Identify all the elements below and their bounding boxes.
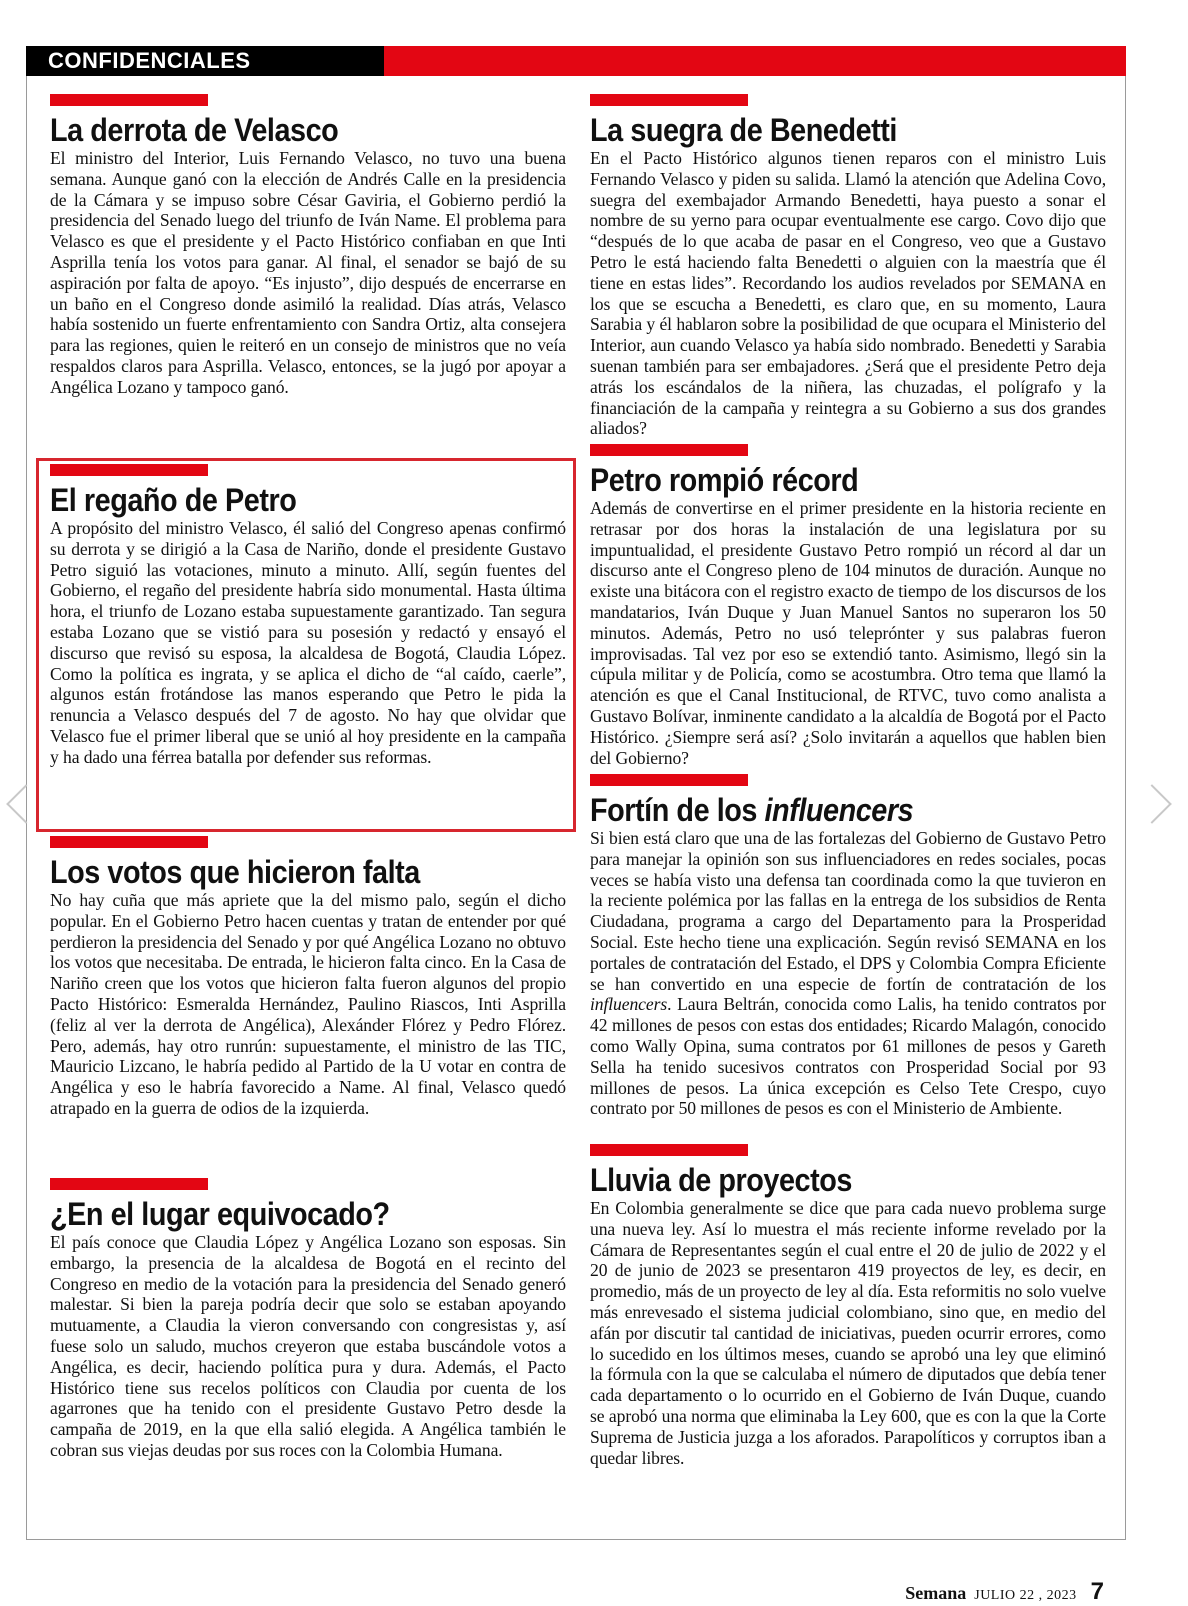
body-part-b: . Laura Beltrán, conocida como Lalis, ha tenido contratos por 42 millones de pesos con estas dos entidades; Ricardo Malagón, conocido como Wally Opina, suma contratos por 61 millones de pesos y Gareth Sella ha tenido sucesivos contratos con Prosperidad Social por 93 millones de pesos. La única excepción es Celso Tete Crespo, cuyo contrato por 50 millones de pesos es con el Ministerio de Ambiente.: [590, 994, 1106, 1119]
section-red-band: [384, 46, 1126, 76]
article-title: La suegra de Benedetti: [590, 112, 897, 148]
title-prefix: Fortín de los: [590, 792, 765, 828]
article-fortin-influencers: [590, 774, 1106, 1119]
red-rule: [590, 774, 748, 786]
footer-brand: Semana: [905, 1583, 967, 1603]
article-title: Los votos que hicieron falta: [50, 854, 420, 890]
red-rule: [590, 94, 748, 106]
article-body: Además de convertirse en el primer presidente en la historia reciente en retrasar por dos horas la instalación de una legislatura por su impuntualidad, el presidente Gustavo Petro rompió un récord al dar un discurso ante el Congreso pleno de 104 minutos de duración. Aunque no existe una bitácora con el registro exacto de tiempo de los discursos de los mandatarios, Iván Duque y Juan Manuel Santos no superaron los 50 minutos. Además, Petro no usó teleprónter y sus palabras fueron improvisadas. Tal vez por eso se extendió tanto. Asimismo, llegó sin la cúpula militar y de Policía, como se acostumbra. Otro tema que llamó la atención es que el Canal Institucional, de RTVC, tuvo como analista a Gustavo Bolívar, inminente candidato a la alcaldía de Bogotá por el Pacto Histórico. ¿Siempre será así? ¿Solo invitarán a aquellos que hablen bien del Gobierno?: [590, 498, 1106, 768]
red-rule: [50, 1178, 208, 1190]
title-emphasis: influencers: [764, 792, 914, 828]
section-header: [26, 46, 1126, 76]
article-lluvia-proyectos: [590, 1144, 1106, 1468]
article-body: En el Pacto Histórico algunos tienen reparos con el ministro Luis Fernando Velasco y piden su salida. Llamó la atención que Adelina Covo, suegra del exembajador Armando Benedetti, haya puesto a sonar el nombre de su yerno para ocupar eventualmente ese cargo. Covo dijo que “después de lo que acaba de pasar en el Congreso, veo que a Gustavo Petro le está haciendo falta Benedetti o alguien con la maestría que él tiene en estas lides”. Recordando los audios revelados por SEMANA en los que se escucha a Benedetti, es claro que, en su momento, Laura Sarabia y él hablaron sobre la posibilidad de que ocupara el Ministerio del Interior, aun cuando Velasco ya había sido nombrado. Benedetti y Sarabia suenan también para ser embajadores. ¿Será que el presidente Petro deja atrás los escándalos de la niñera, las chuzadas, el polígrafo y la financiación de la campaña y reintegra a su Gobierno a sus dos grandes aliados?: [590, 148, 1106, 439]
chevron-right-icon[interactable]: [1132, 784, 1172, 824]
red-rule: [50, 836, 208, 848]
highlight-box: [36, 458, 576, 832]
body-emphasis: influencers: [590, 994, 668, 1015]
article-title: Lluvia de proyectos: [590, 1162, 852, 1198]
article-title: Petro rompió récord: [590, 462, 859, 498]
section-label: CONFIDENCIALES: [26, 46, 384, 76]
article-body: El país conoce que Claudia López y Angélica Lozano son esposas. Sin embargo, la presencia de la alcaldesa de Bogotá en el recinto del Congreso en medio de la votación para la presidencia del Senado generó malestar. Si bien la pareja podría decir que solo se estaban apoyando mutuamente, a Claudia la vieron conversando con congresistas y, así fuese solo un saludo, muchos creyeron que estaba buscándole votos a Angélica, es decir, haciendo política pura y dura. Además, el Pacto Histórico tiene sus recelos políticos con Claudia por cuenta de los agarrones que ha tenido con el presidente Gustavo Petro desde la campaña de 2019, en la que ella salió elegida. A Angélica también le cobran sus viejas deudas por sus roces con la Colombia Humana.: [50, 1232, 566, 1460]
red-rule: [590, 1144, 748, 1156]
body-part-a: Si bien está claro que una de las fortalezas del Gobierno de Gustavo Petro para manejar la opinión son sus influenciadores en redes sociales, pocas veces se había visto una defensa tan coordinada como la que tuvieron en la reciente polémica por las fallas en la entrega de los subsidios de Renta Ciudadana, programa a cargo del Departamento para la Prosperidad Social. Este hecho tiene una explicación. Según revisó SEMANA en los portales de contratación del Estado, el DPS y Colombia Compra Eficiente se han convertido en una especie de fortín de contratación de los: [590, 828, 1106, 994]
footer-date: JULIO 22 , 2023: [974, 1588, 1077, 1603]
article-body: El ministro del Interior, Luis Fernando Velasco, no tuvo una buena semana. Aunque ganó con la elección de Andrés Calle en la presidencia de la Cámara y se impuso sobre César Gaviria, el Gobierno perdió la presidencia del Senado luego del triunfo de Iván Name. El problema para Velasco es que el presidente y el Pacto Histórico confiaban en que Inti Asprilla tenía los votos para ganar. Al final, el senador se bajó de su aspiración por falta de apoyo. “Es injusto”, dijo después de encerrarse en un baño en el Congreso donde asimiló la realidad. Días atrás, Velasco había sostenido un fuerte enfrentamiento con Sandra Ortiz, alta consejera para las regiones, quien le reiteró en un consejo de ministros que no veía respaldos claros para Asprilla. Velasco, entonces, se la jugó por apoyar a Angélica Lozano y tampoco ganó.: [50, 148, 566, 397]
article-title: El regaño de Petro: [50, 482, 297, 518]
article-body: A propósito del ministro Velasco, él salió del Congreso apenas confirmó su derrota y se dirigió a la Casa de Nariño, donde el presidente Gustavo Petro siguió las votaciones, minuto a minuto. Allí, según fuentes del Gobierno, el regaño del presidente habría sido monumental. Hasta última hora, el triunfo de Lozano estaba supuestamente garantizado. Tan segura estaba Lozano que se vistió para su posesión y redactó y ensayó el discurso que revisó su esposa, la alcaldesa de Bogotá, Claudia López. Como la política es ingrata, y se aplica el dicho de “al caído, caerle”, algunos están frotándose las manos esperando que Petro le pida la renuncia a Velasco después del 7 de agosto. No hay que olvidar que Velasco fue el primer liberal que se unió al hoy presidente en la campaña y ha dado una férrea batalla por defender sus reformas.: [50, 518, 566, 767]
article-body: [590, 828, 1106, 1119]
article-votos-falta: [50, 836, 566, 1119]
article-body: No hay cuña que más apriete que la del mismo palo, según el dicho popular. En el Gobierno Petro hacen cuentas y tratan de entender por qué perdieron la presidencia del Senado y por qué Angélica Lozano no obtuvo los votos que necesitaba. De entrada, le hicieron falta cinco. En la Casa de Nariño creen que los votos que hicieron falta fueron algunos del propio Pacto Histórico: Esmeralda Hernández, Paulino Riascos, Inti Asprilla (feliz al ver la derrota de Angélica), Alexánder Flórez y Pedro Flórez. Pero, además, hay otro runrún: supuestamente, el ministro de las TIC, Mauricio Lizcano, le habría pedido al Partido de la U votar en contra de Angélica y eso le habría favorecido a Name. Al final, Velasco quedó atrapado en la guerra de odios de la izquierda.: [50, 890, 566, 1118]
article-lugar-equivocado: [50, 1178, 566, 1461]
red-rule: [50, 94, 208, 106]
article-body: En Colombia generalmente se dice que para cada nuevo problema surge una nueva ley. Así lo muestra el más reciente informe revelado por la Cámara de Representantes según el cual entre el 20 de julio de 2022 y el 20 de junio de 2023 se presentaron 419 proyectos de ley, es decir, en promedio, más de un proyecto de ley al día. Esta reformitis no solo vuelve más enrevesado el sistema judicial colombiano, sino que, en medio del afán por discutir tal cantidad de iniciativas, pueden ocurrir errores, como lo sucedido en los últimos meses, cuando se aprobó una ley que eliminó la fórmula con la que se calculaba el número de diputados que debía tener cada departamento o lo ocurrido en el Gobierno de Iván Duque, cuando se aprobó una norma que eliminaba la Ley 600, que es con la que la Corte Suprema de Justicia juzga a los aforados. Parapolíticos y corruptos iban a quedar libres.: [590, 1198, 1106, 1468]
page-footer: [905, 1578, 1104, 1606]
red-rule: [590, 444, 748, 456]
article-title: ¿En el lugar equivocado?: [50, 1196, 390, 1232]
page-number: 7: [1090, 1578, 1104, 1605]
article-title: [590, 792, 1054, 828]
article-title: La derrota de Velasco: [50, 112, 339, 148]
article-suegra-benedetti: [590, 94, 1106, 439]
article-derrota-velasco: [50, 94, 566, 398]
article-petro-record: [590, 444, 1106, 768]
